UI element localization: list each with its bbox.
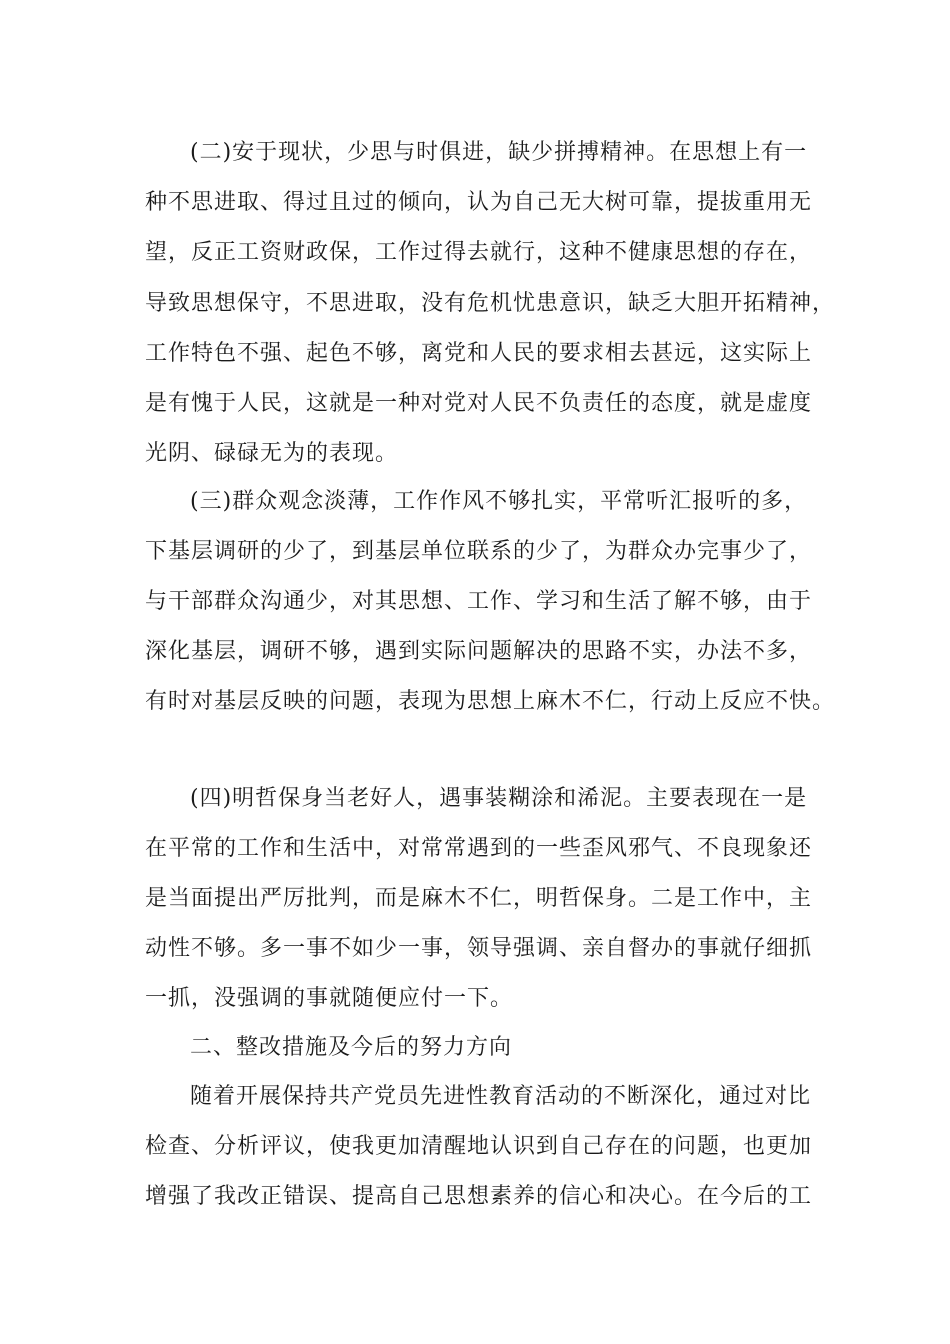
- paragraph-2-line: 导致思想保守，不思进取，没有危机忧患意识，缺乏大胆开拓精神，: [145, 291, 836, 316]
- paragraph-2-line: (二)安于现状，少思与时俱进，缺少拼搏精神。在思想上有一: [190, 140, 808, 165]
- paragraph-2-line: 望，反正工资财政保，工作过得去就行，这种不健康思想的存在，: [145, 240, 813, 265]
- paragraph-2-line: 光阴、碌碌无为的表现。: [145, 441, 399, 466]
- paragraph-5-line: 增强了我改正错误、提高自己思想素养的信心和决心。在今后的工: [145, 1184, 813, 1209]
- paragraph-4-line: 动性不够。多一事不如少一事，领导强调、亲自督办的事就仔细抓: [145, 936, 813, 961]
- paragraph-3-line: 下基层调研的少了，到基层单位联系的少了，为群众办完事少了，: [145, 539, 813, 564]
- paragraph-3-line: (三)群众观念淡薄，工作作风不够扎实，平常听汇报听的多，: [190, 489, 808, 514]
- paragraph-3-line: 深化基层，调研不够，遇到实际问题解决的思路不实，办法不多，: [145, 639, 813, 664]
- paragraph-3-line: 与干部群众沟通少，对其思想、工作、学习和生活了解不够，由于: [145, 589, 813, 614]
- paragraph-4-line: (四)明哲保身当老好人，遇事装糊涂和浠泥。主要表现在一是: [190, 786, 808, 811]
- paragraph-2-line: 工作特色不强、起色不够，离党和人民的要求相去甚远，这实际上: [145, 341, 813, 366]
- paragraph-5-line: 检查、分析评议，使我更加清醒地认识到自己存在的问题，也更加: [145, 1134, 813, 1159]
- paragraph-5-line: 随着开展保持共产党员先进性教育活动的不断深化，通过对比: [190, 1084, 812, 1109]
- section-heading: 二、整改措施及今后的努力方向: [190, 1035, 513, 1060]
- paragraph-2-line: 种不思进取、得过且过的倾向，认为自己无大树可靠，提拔重用无: [145, 190, 813, 215]
- paragraph-4-line: 在平常的工作和生活中，对常常遇到的一些歪风邪气、不良现象还: [145, 836, 813, 861]
- paragraph-2-line: 是有愧于人民，这就是一种对党对人民不负责任的态度，就是虚度: [145, 391, 813, 416]
- paragraph-4-line: 一抓，没强调的事就随便应付一下。: [145, 986, 514, 1011]
- paragraph-4-line: 是当面提出严厉批判，而是麻木不仁，明哲保身。二是工作中，主: [145, 886, 813, 911]
- paragraph-3-line: 有时对基层反映的问题，表现为思想上麻木不仁，行动上反应不快。: [145, 689, 836, 714]
